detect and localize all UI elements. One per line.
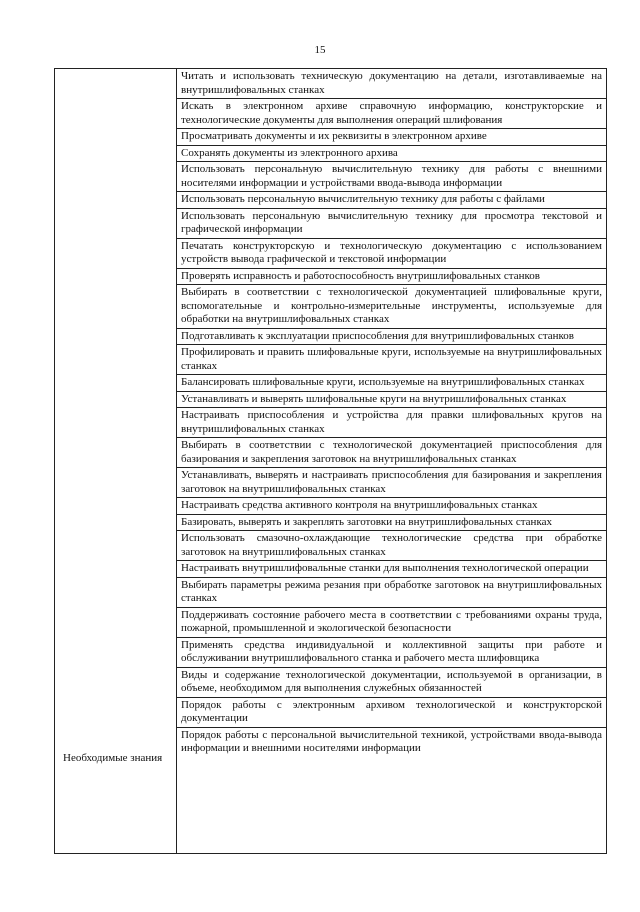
knowledge-row: Виды и содержание технологической документации, используемой в организации, в объеме, необходимом для выполнения служебных обязанностей (177, 667, 606, 698)
requirements-table (54, 68, 607, 854)
page-number: 15 (314, 44, 326, 56)
skill-row: Просматривать документы и их реквизиты в электронном архиве (177, 129, 606, 146)
knowledge-row: Порядок работы с электронным архивом технологической и конструкторской документации (177, 698, 606, 728)
skill-row: Устанавливать, выверять и настраивать приспособления для базирования и закрепления заготовок на внутришлифовальных станках (177, 468, 606, 498)
knowledge-row: Порядок работы с персональной вычислительной техникой, устройствами ввода-вывода информации и внешними носителями информации (181, 728, 602, 754)
skill-row: Настраивать приспособления и устройства для правки шлифовальных кругов на внутришлифовальных станках (177, 408, 606, 438)
skill-row: Базировать, выверять и закреплять заготовки на внутришлифовальных станках (177, 515, 606, 532)
skill-row: Печатать конструкторскую и технологическую документацию с использованием устройств вывода графической и текстовой информации (177, 239, 606, 269)
skill-row: Использовать персональную вычислительную технику для работы с файлами (177, 192, 606, 209)
knowledge-section-label: Необходимые знания (63, 752, 163, 764)
skill-row: Поддерживать состояние рабочего места в соответствии с требованиями охраны труда, пожарной, промышленной и экологической безопасности (177, 608, 606, 638)
knowledge-list (177, 667, 606, 757)
skill-row: Использовать смазочно-охлаждающие технологические средства при обработке заготовок на внутришлифовальных станках (177, 531, 606, 561)
skill-row: Выбирать в соответствии с технологической документацией шлифовальные круги, вспомогательные и контрольно-измерительные инструменты, используемые для обработки на внутришлифовальных станках (177, 285, 606, 329)
skill-row: Использовать персональную вычислительную технику для просмотра текстовой и графической информации (177, 209, 606, 239)
skill-row: Применять средства индивидуальной и коллективной защиты при работе и обслуживании внутришлифовального станка и рабочего места шлифовщика (181, 638, 602, 664)
skill-row: Искать в электронном архиве справочную информацию, конструкторские и технологические документы для выполнения операций шлифования (177, 99, 606, 129)
skill-row: Проверять исправность и работоспособность внутришлифовальных станков (177, 269, 606, 286)
content-column (177, 69, 606, 757)
skill-row: Настраивать внутришлифовальные станки для выполнения технологической операции (177, 561, 606, 578)
skill-row: Настраивать средства активного контроля на внутришлифовальных станках (177, 498, 606, 515)
skill-row: Выбирать параметры режима резания при обработке заготовок на внутришлифовальных станках (177, 578, 606, 608)
skill-row: Балансировать шлифовальные круги, используемые на внутришлифовальных станках (177, 375, 606, 392)
skill-row: Использовать персональную вычислительную технику для работы с внешними носителями информации и устройствами ввода-вывода информации (177, 162, 606, 192)
skill-row: Выбирать в соответствии с технологической документацией приспособления для базирования и закрепления заготовок на внутришлифовальных станках (177, 438, 606, 468)
label-column (55, 69, 177, 853)
skill-row: Устанавливать и выверять шлифовальные круги на внутришлифовальных станках (177, 392, 606, 409)
skill-row: Подготавливать к эксплуатации приспособления для внутришлифовальных станков (177, 329, 606, 346)
skill-row: Читать и использовать техническую документацию на детали, изготавливаемые на внутришлифовальных станках (177, 69, 606, 99)
skill-row: Сохранять документы из электронного архива (177, 146, 606, 163)
skills-list (177, 69, 606, 667)
skill-row: Профилировать и править шлифовальные круги, используемые на внутришлифовальных станках (177, 345, 606, 375)
